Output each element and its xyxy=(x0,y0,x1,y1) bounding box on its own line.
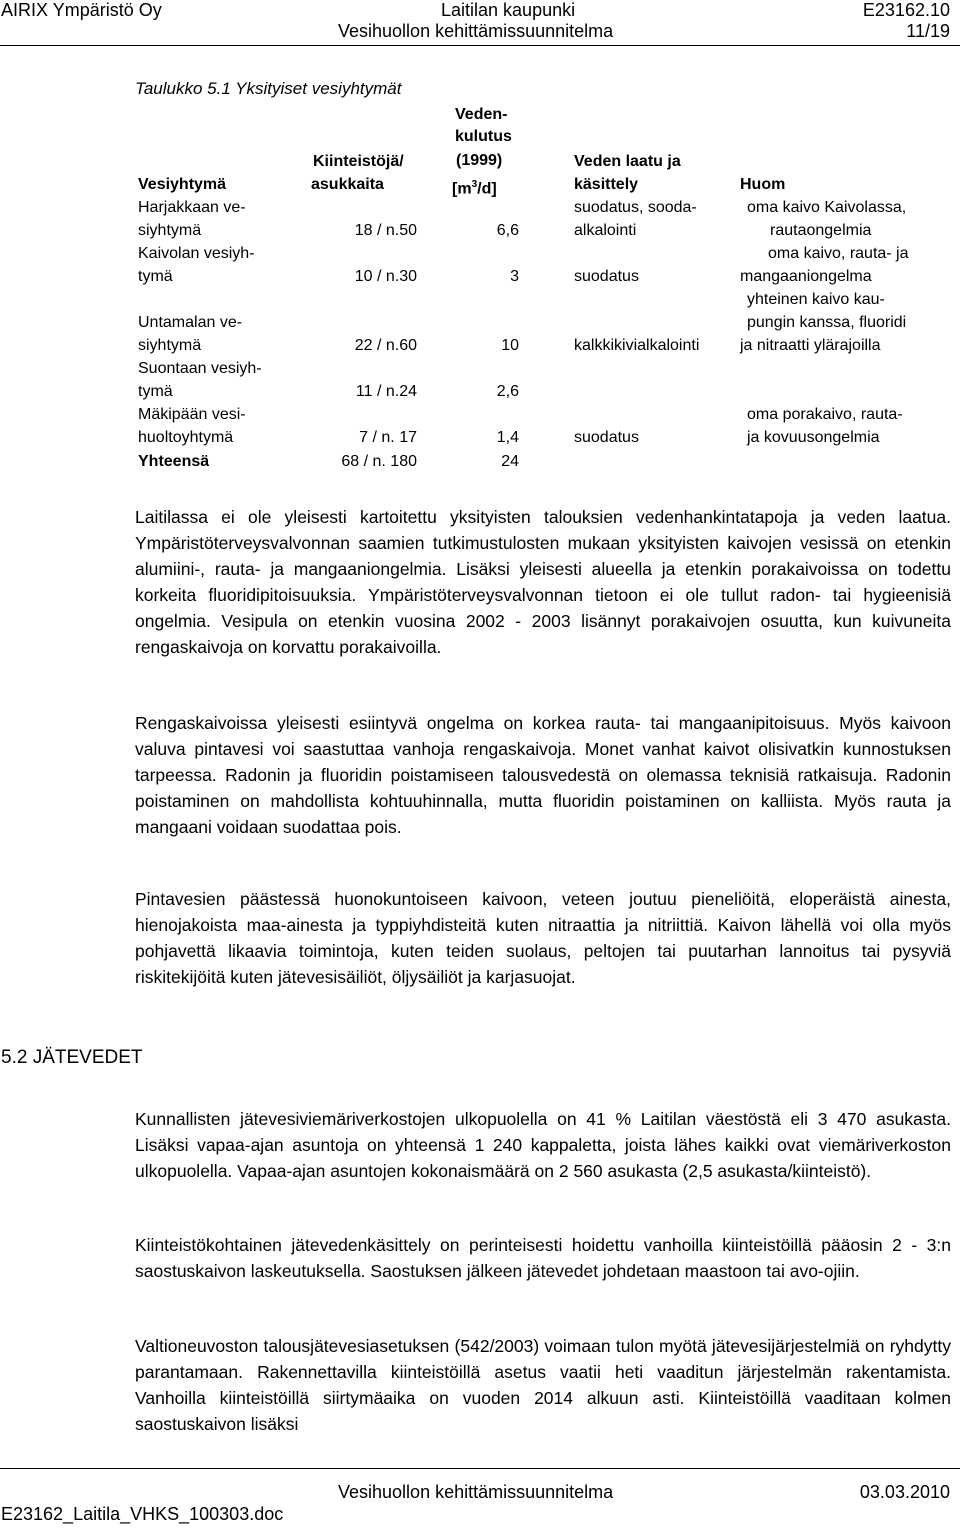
row-note: mangaaniongelma xyxy=(740,268,872,285)
section-heading: 5.2 JÄTEVEDET xyxy=(1,1047,143,1068)
row-properties: 22 / n.60 xyxy=(354,337,417,354)
row-properties: 18 / n.50 xyxy=(354,222,417,239)
row-note: ja kovuusongelmia xyxy=(747,429,880,446)
total-properties: 68 / n. 180 xyxy=(341,453,417,470)
header-name: Vesiyhtymä xyxy=(138,176,227,193)
row-name: siyhtymä xyxy=(138,222,202,239)
paragraph: Laitilassa ei ole yleisesti kartoitettu yksityisten talouksien vedenhankintatapoja ja veden laatua. Ympäristöterveysvalvonnan saamien tutkimustulosten mukaan yksityisten kaivojen vesissä on etenkin alumiini-, rauta- ja mangaaniongelmia. Lisäksi yleisesti alueella ja etenkin porakaivoissa on todettu korkeita fluoridipitoisuuksia. Ympäristöterveysvalvonnan tietoon ei ole tullut radon- tai hygieenisiä ongelmia. Vesipula on etenkin vuosina 2002 - 2003 lisännyt porakaivojen osuutta, kun kuivuneita rengaskaivoja on korvattu porakaivoilla. xyxy=(135,507,951,657)
water-cooperatives-table xyxy=(135,101,955,477)
footer-filename: E23162_Laitila_VHKS_100303.doc xyxy=(1,1504,284,1524)
row-note: oma kaivo, rauta- ja xyxy=(768,245,909,262)
row-name: Mäkipään vesi- xyxy=(138,406,246,423)
row-properties: 10 / n.30 xyxy=(354,268,417,285)
header-properties-l1: Kiinteistöjä/ xyxy=(313,153,404,170)
header-consumption-l3: (1999) xyxy=(456,152,503,169)
row-name: Harjakkaan ve- xyxy=(138,199,246,216)
header-quality-l1: Veden laatu ja xyxy=(574,153,681,170)
row-name: tymä xyxy=(138,383,173,400)
document-id: E23162.10 xyxy=(862,0,950,20)
total-consumption: 24 xyxy=(501,453,519,470)
row-note: oma kaivo Kaivolassa, xyxy=(747,199,907,216)
paragraph: Rengaskaivoissa yleisesti esiintyvä ongelma on korkea rauta- tai mangaanipitoisuus. Myös kaivoon valuva pintavesi voi saastuttaa vanhoja rengaskaivoja. Monet vanhat kaivot olisivatkin kunnostuksen tarpeessa. Radonin ja fluoridin poistamiseen talousvedestä on olemassa teknisiä ratkaisuja. Radonin poistaminen on mahdollista kohtuuhinnalla, mutta fluoridin poistaminen on kalliista. Myös rauta ja mangaani voidaan suodattaa pois. xyxy=(135,713,951,837)
header-consumption-l2: kulutus xyxy=(455,128,512,145)
header-consumption-l4: $[m^3/d]$ xyxy=(452,179,497,198)
client-name: Laitilan kaupunki xyxy=(441,0,576,20)
row-name: huoltoyhtymä xyxy=(138,429,234,446)
paragraph: Valtioneuvoston talousjätevesiasetuksen (542/2003) voimaan tulon myötä jätevesijärjestelmiä on ryhdytty parantamaan. Rakennettavilla kiinteistöillä asetus vaatii heti vaaditun järjestelmän rakentamista. Vanhoilla kiinteistöillä siirtymäaika on vuoden 2014 alkuun asti. Kiinteistöillä vaaditaan kolmen saostuskaivon lisäksi xyxy=(135,1336,951,1434)
header-divider xyxy=(0,45,960,46)
footer-divider xyxy=(0,1468,960,1469)
row-note: rautaongelmia xyxy=(770,222,872,239)
row-name: siyhtymä xyxy=(138,337,202,354)
page-header xyxy=(0,0,960,46)
row-name: Untamalan ve- xyxy=(138,314,243,331)
paragraph: Kunnallisten jätevesiviemäriverkostojen ulkopuolella on 41 % Laitilan väestöstä eli 3 470 asukasta. Lisäksi vapaa-ajan asuntoja on yhteensä 1 240 kappaletta, joista lähes kaikki ovat viemäriverkoston ulkopuolella. Vapaa-ajan asuntojen kokonaismäärä on 2 560 asukasta (2,5 asukasta/kiinteistö). xyxy=(135,1109,951,1181)
header-note: Huom xyxy=(740,176,786,193)
footer-date: 03.03.2010 xyxy=(859,1482,950,1502)
row-quality: alkalointi xyxy=(574,222,637,239)
row-note: pungin kanssa, fluoridi xyxy=(747,314,907,331)
paragraph: Pintavesien päästessä huonokuntoiseen kaivoon, veteen joutuu pieneliöitä, eloperäistä ainesta, hienojakoista maa-ainesta ja typpiyhdisteitä kuten nitraattia ja nitriittiä. Kaivon lähellä voi olla myös pohjavettä likaavia toimintoja, kuten teiden suolaus, peltojen tai puutarhan lannoitus tai pysyviä riskitekijöitä kuten jätevesisäiliöt, öljysäiliöt ja karjasuojat. xyxy=(135,889,951,987)
row-note: yhteinen kaivo kau- xyxy=(747,291,885,308)
header-consumption-l1: Veden- xyxy=(455,106,508,123)
paragraph: Kiinteistökohtainen jätevedenkäsittely on perinteisesti hoidettu vanhoilla kiinteistöillä pääosin 2 - 3:n saostuskaivon laskeutuksella. Saostuksen jälkeen jätevedet johdetaan maastoon tai avo-ojiin. xyxy=(135,1235,951,1281)
row-consumption: 2,6 xyxy=(496,383,519,400)
row-quality: kalkkikivialkalointi xyxy=(574,337,700,354)
row-quality: suodatus xyxy=(574,429,639,446)
document-title: Vesihuollon kehittämissuunnitelma xyxy=(338,21,614,41)
row-note: oma porakaivo, rauta- xyxy=(747,406,903,423)
row-consumption: 3 xyxy=(510,268,519,285)
row-properties: 7 / n. 17 xyxy=(359,429,417,446)
row-consumption: 1,4 xyxy=(496,429,519,446)
row-properties: 11 / n.24 xyxy=(355,383,417,400)
header-quality-l2: käsittely xyxy=(574,176,639,193)
page-number: 11/19 xyxy=(906,21,950,41)
row-note: ja nitraatti ylärajoilla xyxy=(740,337,881,354)
row-name: Suontaan vesiyh- xyxy=(138,360,262,377)
total-label: Yhteensä xyxy=(138,453,210,470)
row-name: tymä xyxy=(138,268,173,285)
row-quality: suodatus xyxy=(574,268,639,285)
row-consumption: 6,6 xyxy=(496,222,519,239)
footer-title: Vesihuollon kehittämissuunnitelma xyxy=(338,1482,614,1502)
row-name: Kaivolan vesiyh- xyxy=(138,245,255,262)
row-quality: suodatus, sooda- xyxy=(574,199,697,216)
header-properties-l2: asukkaita xyxy=(311,176,384,193)
row-consumption: 10 xyxy=(501,337,519,354)
company-name: AIRIX Ympäristö Oy xyxy=(1,0,162,20)
table-caption: Taulukko 5.1 Yksityiset vesiyhtymät xyxy=(135,79,402,98)
